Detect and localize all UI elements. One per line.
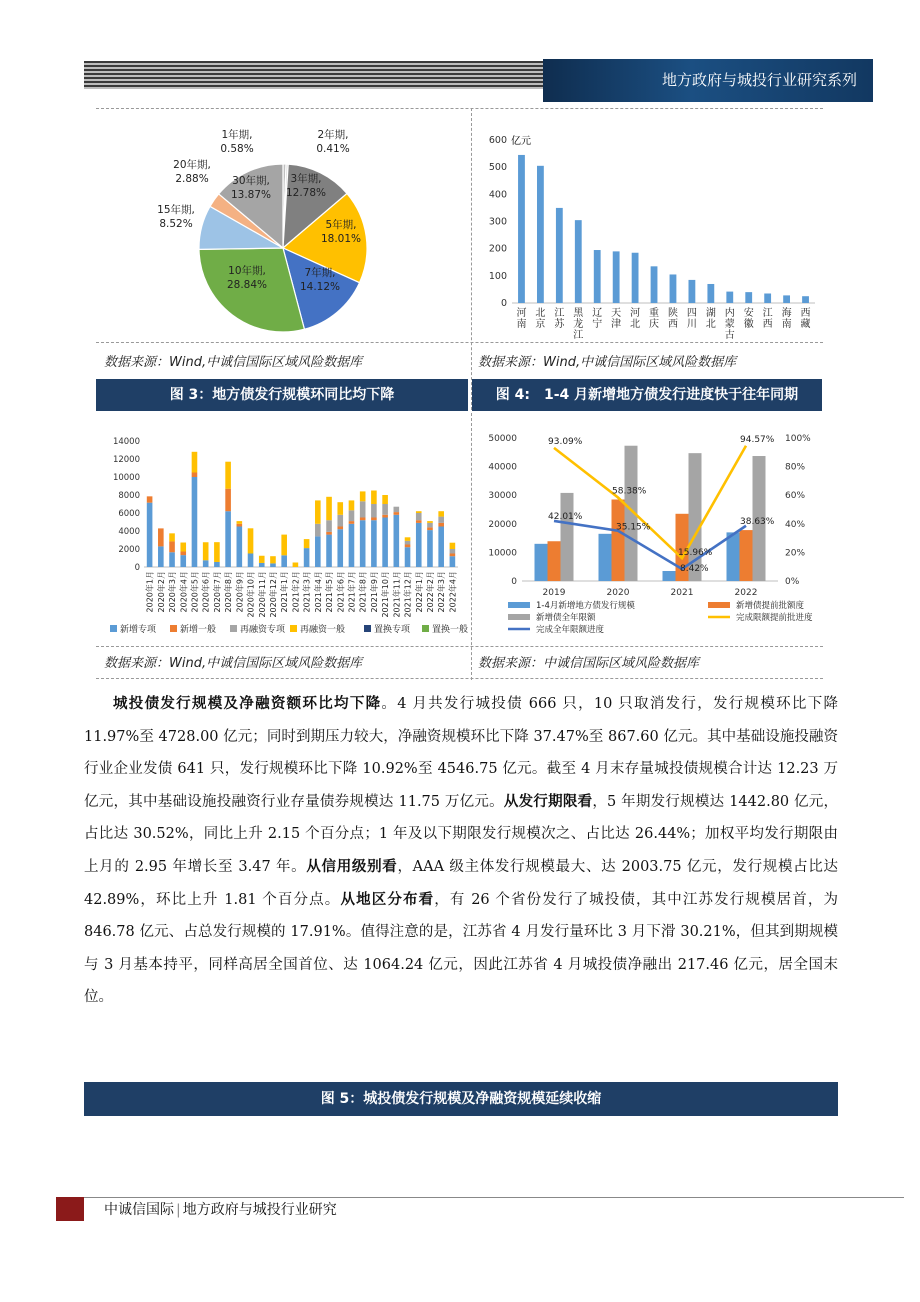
progress-bar bbox=[599, 534, 612, 581]
progress-y-tick: 0 bbox=[511, 577, 517, 587]
monthly-bar-segment bbox=[394, 515, 400, 567]
monthly-bar-segment bbox=[237, 527, 243, 568]
monthly-y-tick: 10000 bbox=[112, 473, 140, 483]
province-category-label: 陕西 bbox=[667, 308, 678, 330]
monthly-legend-swatch bbox=[422, 625, 429, 632]
province-y-tick: 400 bbox=[488, 189, 507, 201]
monthly-category-label: 2021年12月 bbox=[403, 571, 413, 618]
monthly-legend-label: 新增专项 bbox=[120, 625, 157, 635]
monthly-category-label: 2021年2月 bbox=[291, 571, 301, 613]
monthly-category-label: 2021年10月 bbox=[381, 571, 391, 618]
province-category-label: 内蒙古 bbox=[724, 308, 735, 341]
monthly-category-label: 2021年7月 bbox=[347, 571, 357, 613]
monthly-bar-segment bbox=[427, 521, 433, 523]
province-category-label: 四川 bbox=[686, 308, 697, 330]
province-bar bbox=[764, 293, 771, 303]
progress-y2-tick: 80% bbox=[785, 462, 806, 473]
province-category-label: 江苏 bbox=[554, 308, 565, 330]
monthly-category-label: 2020年8月 bbox=[224, 571, 234, 613]
monthly-bar-segment bbox=[360, 501, 366, 517]
monthly-category-label: 2021年1月 bbox=[280, 571, 290, 613]
progress-category-label: 2021 bbox=[670, 588, 694, 598]
monthly-bar-segment bbox=[450, 543, 456, 549]
monthly-bar-segment bbox=[147, 503, 153, 567]
monthly-category-label: 2020年5月 bbox=[190, 571, 200, 613]
monthly-bar-segment bbox=[281, 555, 287, 567]
monthly-bar-segment bbox=[214, 562, 220, 567]
body-part-1: 。4 月共发行城投债 666 只，10 只取消发行，发行规模环比下降 11.97%至 4728.00 亿元；同时到期压力较大，净融资规模环比下降 37.47%至 867.60 亿元。其中基础设施投融资行业企业发债 641 只，发行规模环比下降 10.92%至 4546.75 亿元。截至 4 月末存量城投债规模合计达 12.23 万亿元，其中基础设施投融资行业存量债券规模达 11.75 万亿元。 bbox=[84, 696, 839, 810]
monthly-bar-segment bbox=[147, 496, 153, 502]
footer-brand-block bbox=[56, 1197, 84, 1221]
progress-legend-label: 1-4月新增地方债发行规模 bbox=[536, 601, 635, 611]
monthly-bar-segment bbox=[326, 532, 332, 535]
progress-bar bbox=[663, 571, 676, 581]
monthly-bar-segment bbox=[450, 554, 456, 557]
progress-y2-tick: 0% bbox=[785, 577, 800, 587]
monthly-bar-segment bbox=[450, 549, 456, 554]
monthly-bar-segment bbox=[304, 539, 310, 548]
progress-line-label: 38.63% bbox=[740, 516, 775, 527]
monthly-legend-label: 置换一般 bbox=[432, 625, 469, 635]
progress-line-label: 15.96% bbox=[678, 548, 713, 559]
monthly-legend-label: 新增一般 bbox=[180, 625, 217, 635]
province-bar bbox=[537, 166, 544, 303]
monthly-bar-segment bbox=[270, 556, 276, 563]
monthly-y-tick: 0 bbox=[134, 563, 140, 573]
body-heading-region: 从地区分布看 bbox=[340, 890, 435, 908]
monthly-bar-segment bbox=[360, 518, 366, 521]
body-part-3: ，AAA 级主体发行规模最大、达 2003.75 亿元，发行规模占比达 42.89%，环比上升 1.81 个百分点。 bbox=[84, 858, 838, 908]
progress-legend-label: 新增债全年限额 bbox=[536, 613, 596, 623]
monthly-bar-segment bbox=[382, 504, 388, 515]
monthly-bar-segment bbox=[237, 521, 243, 524]
body-part-4: ，有 26 个省份发行了城投债，其中江苏发行规模居首，为 846.78 亿元、占总发行规模的 17.91%。值得注意的是，江苏省 4 月发行量环比 3 月下滑 30.21%，但其到期规模与 3 月基本持平，同样高居全国首位、达 1064.24 亿元，因此江苏省 4 月城投债净融出 217.46 亿元，居全国末位。 bbox=[84, 891, 839, 1006]
monthly-category-label: 2021年4月 bbox=[313, 571, 323, 613]
province-bar bbox=[594, 250, 601, 303]
monthly-category-label: 2021年11月 bbox=[392, 571, 402, 618]
monthly-category-label: 2021年9月 bbox=[369, 571, 379, 613]
pie-label-3y: 3年期, 12.78% bbox=[285, 173, 327, 199]
province-bar bbox=[632, 253, 639, 303]
monthly-bar-segment bbox=[192, 473, 198, 478]
footer-rule bbox=[84, 1197, 904, 1198]
monthly-category-label: 2022年3月 bbox=[437, 571, 447, 613]
figure-divider-top bbox=[471, 108, 472, 410]
monthly-y-tick: 4000 bbox=[118, 527, 140, 537]
province-y-tick: 300 bbox=[488, 216, 507, 228]
pie-label-2y: 2年期, 0.41% bbox=[316, 129, 350, 155]
monthly-y-tick: 12000 bbox=[112, 455, 140, 465]
progress-y2-tick: 100% bbox=[785, 434, 811, 444]
monthly-bar-segment bbox=[416, 523, 422, 567]
monthly-bar-segment bbox=[158, 528, 164, 546]
header-stripe-bar bbox=[84, 61, 544, 89]
monthly-bar-segment bbox=[192, 477, 198, 567]
province-category-label: 湖北 bbox=[705, 308, 716, 330]
province-bar bbox=[802, 296, 809, 303]
monthly-bar-segment bbox=[326, 520, 332, 532]
progress-bar bbox=[561, 493, 574, 581]
figure-5-title: 图 5：城投债发行规模及净融资规模延续收缩 bbox=[84, 1082, 838, 1116]
monthly-bar-segment bbox=[382, 515, 388, 518]
progress-line-label: 58.38% bbox=[612, 486, 647, 497]
province-category-label: 安徽 bbox=[743, 308, 754, 330]
progress-y-tick: 40000 bbox=[488, 462, 517, 473]
monthly-bar-segment bbox=[371, 518, 377, 521]
monthly-category-label: 2020年11月 bbox=[257, 571, 267, 618]
monthly-category-label: 2020年12月 bbox=[268, 571, 278, 618]
monthly-bar-segment bbox=[394, 512, 400, 515]
monthly-bar-segment bbox=[416, 513, 422, 520]
pie-label-7y: 7年期, 14.12% bbox=[299, 267, 341, 293]
province-y-tick: 0 bbox=[500, 298, 507, 309]
body-part-2: ，5 年期发行规模达 1442.80 亿元，占比达 30.52%，同比上升 2.15 个百分点；1 年及以下期限发行规模次之、占比达 26.44%；加权平均发行期限由上月的 2.95 年增长至 3.47 年。 bbox=[84, 793, 839, 875]
progress-y-tick: 20000 bbox=[488, 519, 517, 530]
monthly-bar-segment bbox=[438, 517, 444, 523]
source-top-right: 数据来源：Wind,中诚信国际区域风险数据库 bbox=[478, 355, 737, 370]
monthly-legend-label: 再融资一般 bbox=[300, 625, 346, 635]
monthly-bar-segment bbox=[360, 520, 366, 567]
progress-legend-swatch bbox=[508, 614, 530, 620]
monthly-category-label: 2021年5月 bbox=[325, 571, 335, 613]
progress-line-label: 42.01% bbox=[548, 511, 583, 522]
body-paragraph bbox=[84, 688, 838, 1014]
province-bar bbox=[707, 284, 714, 303]
monthly-bar-segment bbox=[360, 491, 366, 501]
monthly-bar-segment bbox=[371, 520, 377, 567]
province-bar bbox=[556, 208, 563, 303]
monthly-bar-segment bbox=[169, 533, 175, 541]
monthly-bar-segment bbox=[259, 556, 265, 563]
province-bar bbox=[688, 280, 695, 303]
monthly-bar-segment bbox=[180, 543, 186, 552]
progress-line-label: 93.09% bbox=[548, 436, 583, 447]
progress-legend-label: 完成限额提前批进度 bbox=[736, 613, 813, 623]
figure-rule-source-2 bbox=[96, 646, 823, 647]
progress-bar bbox=[535, 544, 548, 581]
monthly-bar-segment bbox=[371, 504, 377, 518]
monthly-stacked-bar-chart bbox=[100, 430, 470, 642]
province-category-label: 天津 bbox=[611, 308, 622, 330]
province-bar bbox=[745, 292, 752, 303]
monthly-bar-segment bbox=[326, 535, 332, 567]
monthly-bar-segment bbox=[427, 530, 433, 567]
monthly-legend-swatch bbox=[170, 625, 177, 632]
monthly-bar-segment bbox=[270, 563, 276, 567]
progress-legend-swatch bbox=[708, 602, 730, 608]
province-y-tick: 100 bbox=[488, 270, 507, 282]
progress-line bbox=[554, 446, 746, 558]
monthly-bar-segment bbox=[337, 515, 343, 527]
monthly-category-label: 2022年4月 bbox=[448, 571, 458, 613]
source-mid-right: 数据来源：中诚信国际区域风险数据库 bbox=[478, 656, 700, 671]
progress-category-label: 2020 bbox=[606, 588, 630, 598]
monthly-category-label: 2020年3月 bbox=[168, 571, 178, 613]
monthly-bar-segment bbox=[438, 527, 444, 568]
monthly-bar-segment bbox=[225, 489, 231, 512]
monthly-legend-label: 再融资专项 bbox=[240, 625, 286, 635]
province-y-tick: 200 bbox=[488, 243, 507, 255]
monthly-bar-segment bbox=[450, 556, 456, 567]
source-top-left: 数据来源：Wind,中诚信国际区域风险数据库 bbox=[104, 355, 363, 370]
progress-bar bbox=[612, 499, 625, 581]
monthly-bar-segment bbox=[416, 511, 422, 513]
monthly-bar-segment bbox=[438, 511, 444, 516]
figure-rule-bottom bbox=[96, 678, 823, 679]
monthly-y-tick: 2000 bbox=[118, 545, 140, 555]
monthly-bar-segment bbox=[203, 560, 209, 567]
province-bar-chart bbox=[478, 124, 823, 344]
monthly-bar-segment bbox=[405, 541, 411, 545]
province-y-tick: 600 bbox=[488, 135, 507, 146]
monthly-bar-segment bbox=[248, 528, 254, 553]
progress-y-tick: 50000 bbox=[488, 434, 517, 444]
province-category-label: 重庆 bbox=[649, 308, 660, 330]
province-bar bbox=[783, 295, 790, 303]
monthly-bar-segment bbox=[427, 527, 433, 530]
footer-org: 中诚信国际 bbox=[104, 1202, 174, 1218]
progress-line-label: 94.57% bbox=[740, 434, 775, 445]
pie-label-20y: 20年期, 2.88% bbox=[173, 159, 211, 185]
monthly-bar-segment bbox=[416, 520, 422, 523]
monthly-bar-segment bbox=[214, 542, 220, 562]
body-heading-credit: 从信用级别看 bbox=[306, 857, 398, 875]
monthly-category-label: 2020年10月 bbox=[246, 571, 256, 618]
monthly-bar-segment bbox=[203, 542, 209, 560]
monthly-legend-swatch bbox=[230, 625, 237, 632]
progress-legend-label: 完成全年限额进度 bbox=[536, 625, 605, 635]
monthly-bar-segment bbox=[259, 563, 265, 567]
progress-line-label: 8.42% bbox=[680, 563, 709, 574]
monthly-bar-segment bbox=[158, 546, 164, 567]
monthly-category-label: 2020年4月 bbox=[179, 571, 189, 613]
pie-label-1y: 1年期, 0.58% bbox=[220, 129, 254, 155]
province-bar bbox=[575, 220, 582, 303]
figure-divider-bottom bbox=[471, 413, 472, 680]
pie-label-30y: 30年期, 13.87% bbox=[230, 175, 272, 201]
monthly-category-label: 2020年6月 bbox=[201, 571, 211, 613]
body-heading-term: 从发行期限看 bbox=[503, 792, 593, 810]
pie-label-5y: 5年期, 18.01% bbox=[320, 219, 362, 245]
progress-legend-swatch bbox=[508, 602, 530, 608]
province-category-label: 北京 bbox=[535, 308, 546, 330]
province-category-label: 江西 bbox=[762, 308, 773, 330]
pie-chart-maturity bbox=[140, 118, 460, 338]
province-bar bbox=[518, 155, 525, 303]
progress-y2-tick: 60% bbox=[785, 491, 806, 502]
monthly-category-label: 2020年7月 bbox=[212, 571, 222, 613]
progress-line-label: 35.15% bbox=[616, 522, 651, 533]
progress-legend-label: 新增债提前批额度 bbox=[736, 601, 805, 611]
monthly-bar-segment bbox=[427, 523, 433, 528]
province-category-label: 西藏 bbox=[800, 308, 811, 330]
monthly-bar-segment bbox=[337, 529, 343, 567]
monthly-bar-segment bbox=[225, 511, 231, 567]
monthly-bar-segment bbox=[169, 541, 175, 552]
monthly-bar-segment bbox=[169, 552, 175, 567]
monthly-bar-segment bbox=[315, 536, 321, 567]
monthly-category-label: 2021年3月 bbox=[302, 571, 312, 613]
province-bar bbox=[651, 266, 658, 303]
monthly-legend-swatch bbox=[290, 625, 297, 632]
monthly-y-tick: 6000 bbox=[118, 509, 140, 519]
monthly-bar-segment bbox=[192, 452, 198, 473]
monthly-bar-segment bbox=[180, 552, 186, 556]
pie-label-15y: 15年期, 8.52% bbox=[157, 204, 195, 230]
progress-y2-tick: 40% bbox=[785, 519, 806, 530]
monthly-bar-segment bbox=[438, 523, 444, 527]
monthly-category-label: 2022年2月 bbox=[425, 571, 435, 613]
progress-y-tick: 10000 bbox=[488, 548, 517, 559]
province-category-label: 海南 bbox=[781, 308, 792, 330]
province-bar bbox=[726, 292, 733, 303]
monthly-bar-segment bbox=[349, 510, 355, 521]
figure-rule-top bbox=[96, 108, 823, 109]
province-category-label: 黑龙江 bbox=[573, 308, 584, 341]
monthly-bar-segment bbox=[349, 500, 355, 510]
monthly-category-label: 2020年2月 bbox=[156, 571, 166, 613]
province-bar bbox=[613, 251, 620, 303]
figure-3-title: 图 3：地方债发行规模环同比均下降 bbox=[96, 379, 468, 411]
progress-category-label: 2022 bbox=[734, 588, 758, 598]
monthly-bar-segment bbox=[349, 521, 355, 524]
province-chart-unit: 亿元 bbox=[511, 136, 531, 147]
monthly-category-label: 2020年9月 bbox=[235, 571, 245, 613]
monthly-bar-segment bbox=[248, 554, 254, 568]
province-y-tick: 500 bbox=[488, 162, 507, 174]
pie-label-10y: 10年期, 28.84% bbox=[226, 265, 268, 291]
monthly-bar-segment bbox=[405, 545, 411, 548]
monthly-bar-segment bbox=[337, 527, 343, 530]
monthly-category-label: 2021年8月 bbox=[358, 571, 368, 613]
series-title-banner bbox=[543, 59, 873, 102]
body-lead: 城投债发行规模及净融资额环比均下降 bbox=[113, 695, 382, 712]
issuance-progress-chart bbox=[474, 428, 828, 644]
monthly-bar-segment bbox=[315, 500, 321, 523]
monthly-bar-segment bbox=[405, 537, 411, 541]
monthly-bar-segment bbox=[394, 507, 400, 512]
footer-sep: | bbox=[176, 1202, 181, 1218]
monthly-bar-segment bbox=[315, 524, 321, 537]
monthly-bar-segment bbox=[405, 547, 411, 567]
progress-y-tick: 30000 bbox=[488, 491, 517, 502]
monthly-bar-segment bbox=[293, 563, 299, 568]
monthly-category-label: 2022年1月 bbox=[414, 571, 424, 613]
monthly-bar-segment bbox=[371, 491, 377, 505]
monthly-category-label: 2020年1月 bbox=[145, 571, 155, 613]
figure-4-title: 图 4: 1-4 月新增地方债发行进度快于往年同期 bbox=[472, 379, 822, 411]
monthly-legend-swatch bbox=[110, 625, 117, 632]
monthly-bar-segment bbox=[225, 462, 231, 489]
progress-bar bbox=[548, 541, 561, 581]
progress-y2-tick: 20% bbox=[785, 548, 806, 559]
province-category-label: 河北 bbox=[630, 308, 641, 330]
footer-text bbox=[104, 1199, 337, 1219]
province-category-label: 辽宁 bbox=[592, 308, 603, 330]
monthly-bar-segment bbox=[337, 502, 343, 515]
series-title: 地方政府与城投行业研究系列 bbox=[661, 71, 857, 89]
progress-category-label: 2019 bbox=[542, 588, 566, 598]
province-category-label: 河南 bbox=[516, 308, 527, 330]
monthly-bar-segment bbox=[326, 497, 332, 520]
monthly-bar-segment bbox=[349, 524, 355, 567]
monthly-bar-segment bbox=[237, 524, 243, 527]
monthly-legend-label: 置换专项 bbox=[374, 625, 411, 635]
monthly-y-tick: 14000 bbox=[112, 437, 140, 447]
source-mid-left: 数据来源：Wind,中诚信国际区域风险数据库 bbox=[104, 656, 363, 671]
monthly-bar-segment bbox=[281, 535, 287, 556]
monthly-legend-swatch bbox=[364, 625, 371, 632]
province-bar bbox=[670, 274, 677, 303]
monthly-bar-segment bbox=[382, 518, 388, 568]
progress-bar bbox=[727, 532, 740, 581]
monthly-y-tick: 8000 bbox=[118, 491, 140, 501]
footer-series: 地方政府与城投行业研究 bbox=[182, 1202, 337, 1218]
monthly-bar-segment bbox=[304, 548, 310, 567]
monthly-bar-segment bbox=[180, 555, 186, 567]
monthly-bar-segment bbox=[382, 495, 388, 504]
monthly-category-label: 2021年6月 bbox=[336, 571, 346, 613]
progress-bar bbox=[740, 530, 753, 581]
